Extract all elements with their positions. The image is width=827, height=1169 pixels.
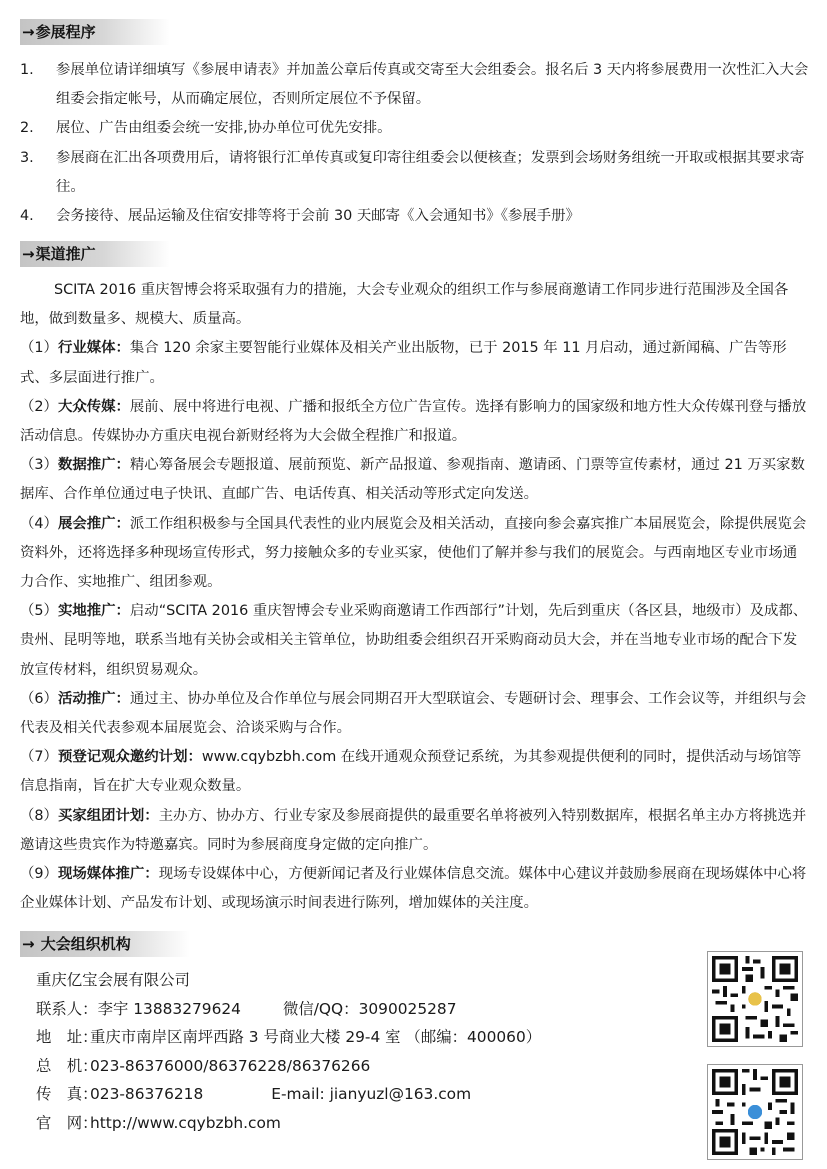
website-row (36, 1109, 676, 1138)
fax-value: 023-86376218 (90, 1085, 204, 1103)
phone-label: 总 机： (36, 1056, 98, 1075)
item-label: 展会推广： (57, 515, 130, 532)
intro-paragraph: SCITA 2016 重庆智博会将采取强有力的措施，大会专业观众的组织工作与参展商邀请工作同步进行范围涉及全国各地，做到数量多、规模大、质量高。 (20, 282, 789, 328)
list-item (20, 510, 810, 598)
item-text: 会务接待、展品运输及住宿安排等将于会前 30 天邮寄《入会通知书》《参展手册》 (56, 208, 580, 225)
item-text: 主办方、协办方、行业专家及参展商提供的最重要名单将被列入特别数据库，根据名单主办方将挑选并邀请这些贵宾作为特邀嘉宾。同时为参展商度身定做的定向推广。 (20, 807, 807, 853)
right-arrow-icon: → (22, 23, 35, 41)
item-number: （6） (20, 690, 58, 707)
item-text: 启动“SCITA 2016 重庆智博会专业采购商邀请工作西部行”计划，先后到重庆（各区县，地级市）及成都、贵州、昆明等地，联系当地有关协会或相关主管单位，协助组委会组织召开采购商动员大会，并在当地专业市场的配合下发放宣传材料，组织贸易观众。 (20, 603, 808, 678)
item-text: 精心筹备展会专题报道、展前预览、新产品报道、参观指南、邀请函、门票等宣传素材，通过 21 万买家数据库、合作单位通过电子快讯、直邮广告、电话传真、相关活动等形式定向发送。 (20, 457, 805, 503)
fax-label: 传 真： (36, 1085, 98, 1103)
section-title: 参展程序 (35, 23, 96, 41)
item-label: 活动推广： (57, 690, 130, 707)
item-number: （3） (20, 457, 58, 474)
email-link[interactable]: jianyuzl@163.com (329, 1085, 472, 1103)
list-item (20, 597, 810, 685)
qr-code-icon (707, 1064, 803, 1160)
item-text: 集合 120 余家主要智能行业媒体及相关产业出版物，已于 2015 年 11 月启动，通过新闻稿、广告等形式、多层面进行推广。 (20, 340, 787, 386)
item-number: （4） (20, 515, 58, 532)
wechat-value: 3090025287 (358, 999, 457, 1018)
list-item (20, 685, 810, 743)
item-label: 实地推广： (57, 603, 130, 620)
address-value: 重庆市南岸区南坪西路 3 号商业大楼 29-4 室 （邮编：400060） (90, 1028, 542, 1046)
item-text: 参展商在汇出各项费用后，请将银行汇单传真或复印寄往组委会以便核查；发票到会场财务组统一开取或根据其要求寄往。 (56, 149, 805, 195)
address-label: 地 址： (36, 1028, 98, 1046)
item-text: 通过主、协办单位及合作单位与展会同期召开大型联谊会、专题研讨会、理事会、工作会议等，并组织与会代表及相关代表参观本届展览会、洽谈采购与合作。 (20, 690, 807, 737)
item-label: 大众传媒： (57, 398, 130, 415)
item-text: 参展单位请详细填写《参展申请表》并加盖公章后传真或交寄至大会组委会。报名后 3 天内将参展费用一次性汇入大会组委会指定帐号，从而确定展位，否则所定展位不予保留。 (56, 62, 809, 108)
list-item (20, 114, 810, 143)
phone-row (36, 1052, 676, 1081)
item-number: （8） (20, 807, 58, 824)
qr-code-icon (707, 951, 803, 1047)
list-item (20, 743, 810, 801)
contact-label: 联系人： (36, 999, 98, 1018)
phone-value: 023-86376000/86376228/86376266 (90, 1056, 371, 1075)
item-number: （9） (20, 866, 58, 883)
item-number: （1） (20, 340, 58, 357)
item-number: 2. (20, 120, 34, 137)
item-text: 派工作组积极参与全国具代表性的业内展览会及相关活动，直接向参会嘉宾推广本届展览会，除提供展览会资料外，还将选择多种现场宣传形式，努力接触众多的专业买家，使他们了解并参与我们的展览会。与西南地区专业市场通力合作、实地推广、组团参观。 (20, 515, 807, 591)
list-item (20, 451, 810, 509)
item-text: 展位、广告由组委会统一安排,协办单位可优先安排。 (56, 120, 392, 137)
item-text: 展前、展中将进行电视、广播和报纸全方位广告宣传。选择有影响力的国家级和地方性大众传媒刊登与播放活动信息。传媒协办方重庆电视台新财经将为大会做全程推广和报道。 (20, 398, 807, 445)
item-label: 数据推广： (57, 457, 130, 474)
item-label: 买家组团计划： (57, 807, 159, 824)
list-item (20, 56, 810, 114)
right-arrow-icon: → (22, 935, 40, 953)
fax-row (36, 1080, 676, 1109)
procedure-list (20, 56, 810, 231)
section-header-organizer (20, 931, 190, 957)
list-item (20, 334, 810, 392)
list-item (20, 802, 810, 860)
email-label: E-mail: (271, 1085, 330, 1103)
section-header-channel-promotion (20, 241, 170, 267)
section-header-exhibit-procedure (20, 19, 170, 45)
organizer-info (36, 966, 676, 1137)
item-number: 1. (20, 62, 34, 78)
contact-value: 李宇 13883279624 (97, 999, 241, 1018)
right-arrow-icon: → (22, 245, 35, 263)
address-row (36, 1023, 676, 1052)
website-label: 官 网： (36, 1113, 98, 1132)
company-name: 重庆亿宝会展有限公司 (36, 971, 190, 989)
item-text: 现场专设媒体中心，方便新闻记者及行业媒体信息交流。媒体中心建议并鼓励参展商在现场媒体中心将企业媒体计划、产品发布计划、或现场演示时间表进行陈列，增加媒体的关注度。 (20, 866, 807, 912)
list-item (20, 860, 810, 918)
website-link[interactable]: http://www.cqybzbh.com (90, 1113, 281, 1132)
section-title: 渠道推广 (35, 245, 96, 263)
item-label: 预登记观众邀约计划： (57, 749, 202, 766)
contact-row (36, 995, 676, 1024)
item-number: （7） (20, 749, 58, 766)
wechat-label: 微信/QQ： (282, 999, 359, 1018)
item-label: 现场媒体推广： (57, 866, 159, 883)
list-item (20, 202, 810, 231)
section-title: 大会组织机构 (40, 935, 131, 953)
item-number: 4. (20, 208, 34, 225)
item-label: 行业媒体： (57, 340, 130, 357)
item-number: （5） (20, 603, 58, 620)
list-item (20, 393, 810, 451)
list-item (20, 144, 810, 202)
item-text: www.cqybzbh.com 在线开通观众预登记系统，为其参观提供便利的同时，提供活动与场馆等信息指南，旨在扩大专业观众数量。 (20, 749, 802, 795)
item-number: （2） (20, 398, 58, 415)
channel-promotion-body (20, 276, 810, 918)
item-number: 3. (20, 149, 34, 166)
